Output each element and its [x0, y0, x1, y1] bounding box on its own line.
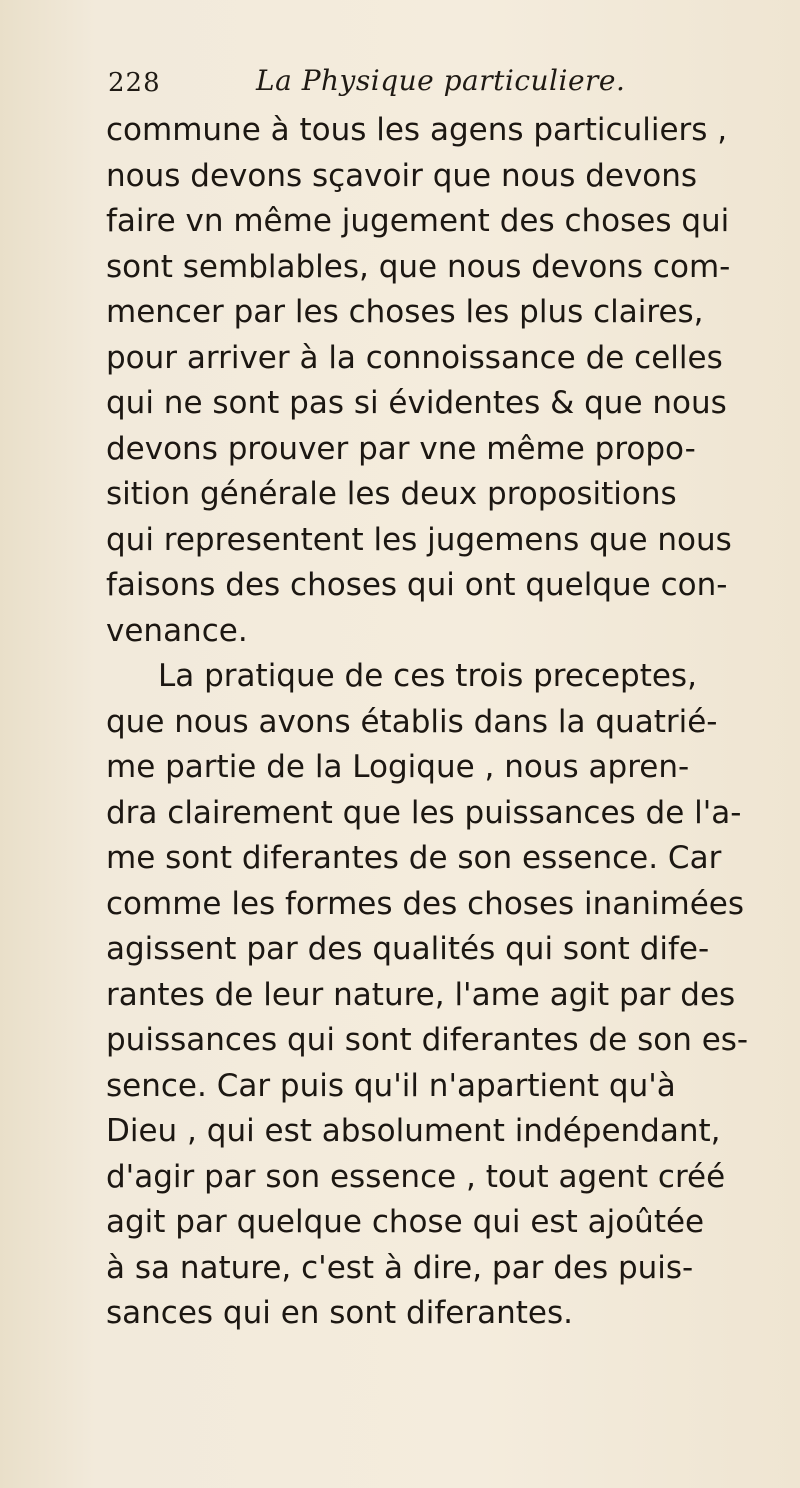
text-line: rantes de leur nature, l'ame agit par des [106, 976, 736, 1013]
text-line: sances qui en sont diferantes. [106, 1295, 573, 1331]
text-line: d'agir par son essence , tout agent créé [106, 1158, 726, 1195]
text-line: dra clairement que les puissances de l'a- [106, 794, 742, 831]
text-line: me partie de la Logique , nous apren- [106, 749, 690, 785]
text-line: qui ne sont pas si évidentes & que nous [106, 385, 727, 421]
body-text [106, 108, 786, 1337]
text-line: agissent par des qualités qui sont dife- [106, 931, 710, 967]
text-line: devons prouver par vne même propo- [106, 430, 696, 467]
text-line: qui representent les jugemens que nous [106, 521, 732, 558]
text-line: mencer par les choses les plus claires, [106, 294, 704, 330]
text-line: Dieu , qui est absolument indépendant, [106, 1113, 721, 1149]
text-line: sont semblables, que nous devons com- [106, 248, 731, 285]
paragraph-start-line: La pratique de ces trois preceptes, [158, 658, 697, 694]
text-line: nous devons sçavoir que nous devons [106, 157, 698, 194]
text-line: me sont diferantes de son essence. Car [106, 840, 722, 876]
running-title: La Physique particuliere. [256, 64, 626, 97]
text-line: commune à tous les agens particuliers , [106, 112, 728, 148]
text-line: comme les formes des choses inanimées [106, 885, 745, 922]
text-line: faire vn même jugement des choses qui [106, 203, 730, 239]
page-number: 228 [108, 68, 161, 98]
text-line: venance. [106, 612, 248, 649]
text-line: puissances qui sont diferantes de son es- [106, 1022, 749, 1058]
text-line: agit par quelque chose qui est ajoûtée [106, 1204, 705, 1240]
text-line: sence. Car puis qu'il n'apartient qu'à [106, 1067, 676, 1104]
text-line: faisons des choses qui ont quelque con- [106, 567, 728, 603]
text-line: à sa nature, c'est à dire, par des puis- [106, 1249, 694, 1286]
page-header [108, 62, 748, 102]
text-line: pour arriver à la connoissance de celles [106, 339, 723, 376]
text-line: sition générale les deux propositions [106, 476, 677, 512]
text-line: que nous avons établis dans la quatrié- [106, 703, 718, 740]
